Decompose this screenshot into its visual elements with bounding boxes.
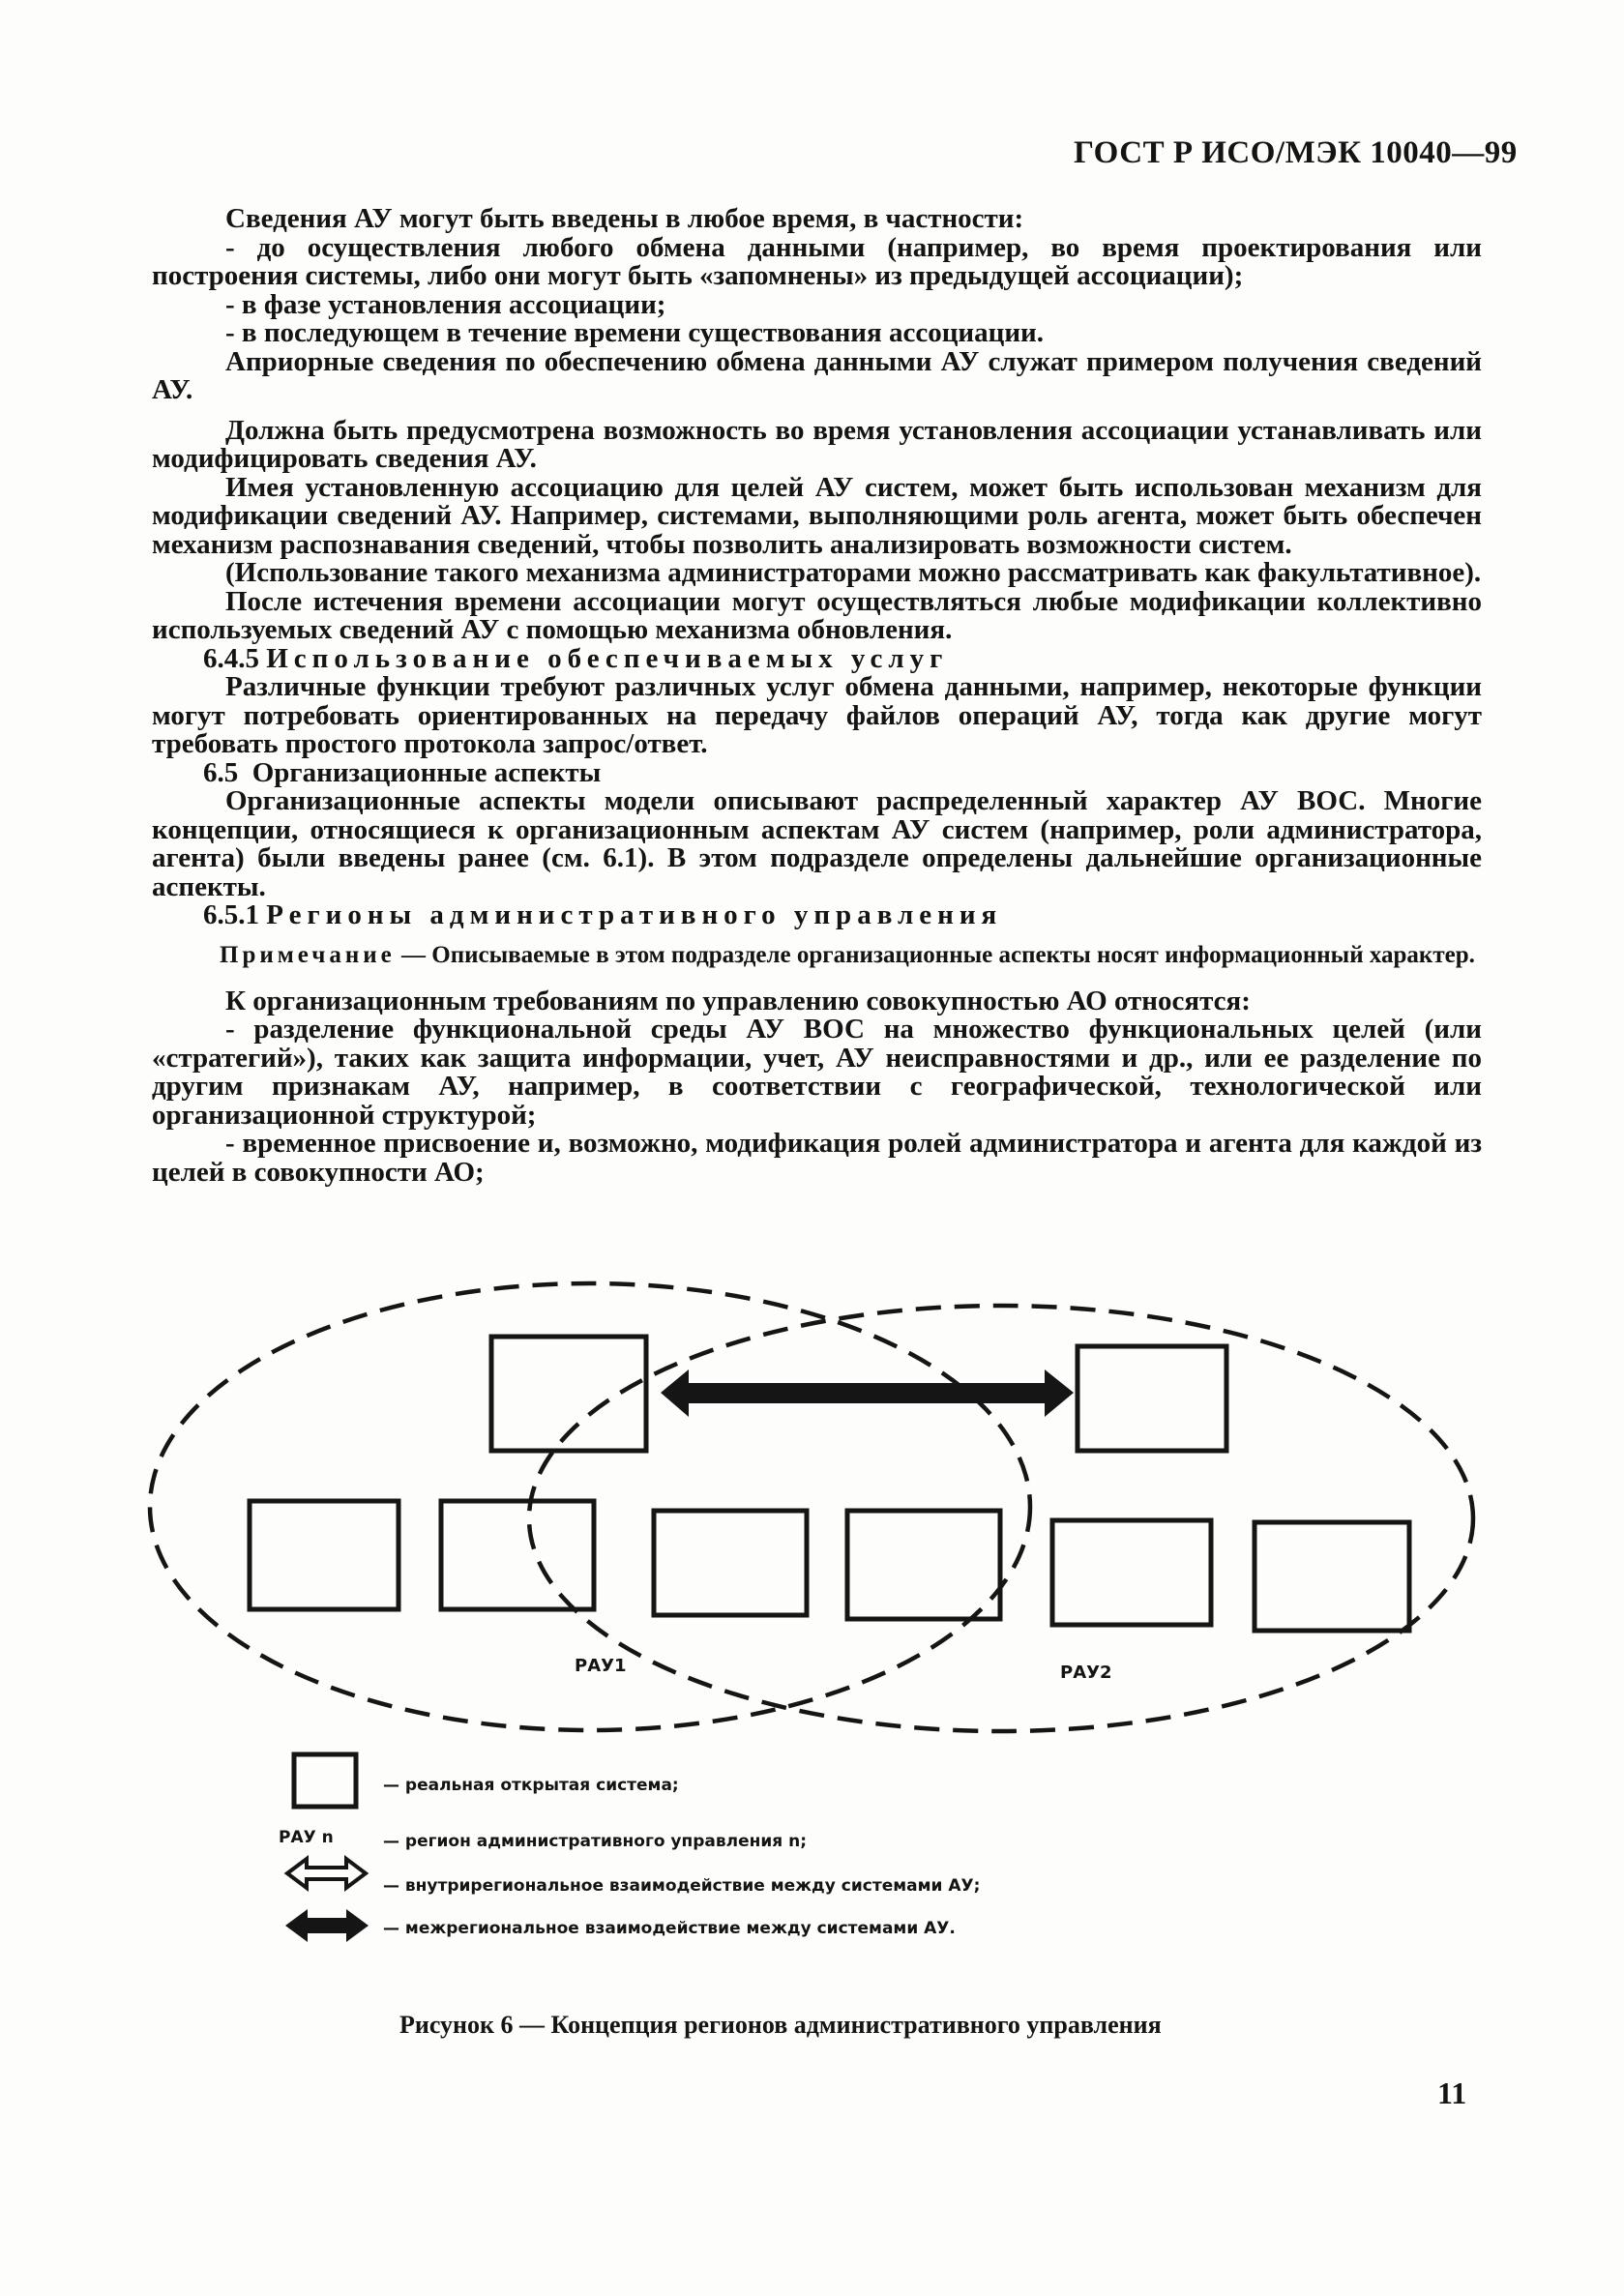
open-system-box [654, 1511, 807, 1615]
legend-region-key: РАУ n [279, 1828, 334, 1847]
open-system-box [1052, 1520, 1211, 1625]
legend-intra-arrow-icon [287, 1859, 366, 1888]
list-item: - в фазе установления ассоциации; [225, 288, 666, 320]
paragraph: Организационные аспекты модели описывают распределенный характер АУ ВОС. Многие концепции, относящиеся к организационным аспектам АУ систем (например, роли администратора, агента) были введены ранее (см. 6.1). В этом подразделе определены дальнейшие организационные аспекты. [152, 785, 1482, 902]
paragraph: К организационным требованиям по управлению совокупностью АО относятся: [225, 985, 1251, 1016]
note-label: Примечание [220, 941, 396, 968]
paragraph: Имея установленную ассоциацию для целей АУ систем, может быть использован механизм для модификации сведений АУ. Например, системами, выполняющими роль агента, может быть обеспечен механизм распознавания сведений, чтобы позволить анализировать возможности систем. [152, 471, 1482, 560]
paragraph: Должна быть предусмотрена возможность во время установления ассоциации устанавливать или модифицировать сведения АУ. [152, 414, 1482, 474]
document-header: ГОСТ Р ИСО/МЭК 10040—99 [1074, 135, 1518, 170]
inter-regional-arrow [661, 1369, 1074, 1417]
region-2-label: РАУ2 [1060, 1663, 1112, 1683]
list-item: - в последующем в течение времени существования ассоциации. [225, 317, 1044, 348]
region-2-ellipse [529, 1306, 1473, 1731]
paragraph: Априорные сведения по обеспечению обмена данными АУ служат примером получения сведений АУ. [152, 345, 1482, 405]
section-heading-6-4-5 [152, 642, 1482, 674]
list-item: - разделение функциональной среды АУ ВОС на множество функциональных целей (или «стратегий»), таких как защита информации, учет, АУ неисправностями и др., или ее разделение по другим признакам АУ, например, в соответствии с географической, технологической или организационной структурой; [152, 1014, 1482, 1131]
region-1-label: РАУ1 [575, 1656, 627, 1676]
paragraph: Сведения АУ могут быть введены в любое время, в частности: [225, 203, 1024, 234]
legend-inter-text: — межрегиональное взаимодействие между системами АУ. [383, 1919, 956, 1938]
open-system-box [847, 1511, 1000, 1619]
section-heading-6-5-1 [152, 901, 1482, 930]
legend-system-symbol [294, 1754, 356, 1807]
open-system-box [491, 1337, 646, 1451]
section-title: Организационные аспекты [251, 756, 602, 788]
legend-region-text: — регион административного управления n; [383, 1832, 808, 1851]
paragraph: Различные функции требуют различных услуг обмена данными, например, некоторые функции могут потребовать ориентированных на передачу файлов операций АУ, тогда как другие могут требовать простого протокола запрос/ответ. [152, 671, 1482, 759]
section-heading-6-5 [152, 756, 1482, 788]
list-item: - временное присвоение и, возможно, модификация ролей администратора и агента для каждой из целей в совокупности АО; [152, 1128, 1482, 1188]
legend-intra-text: — внутрирегиональное взаимодействие между системами АУ; [383, 1876, 981, 1896]
section-number: 6.5.1 [203, 899, 259, 930]
section-number: 6.4.5 [203, 642, 259, 674]
open-system-box [1255, 1522, 1409, 1631]
page-number: 11 [1437, 2075, 1467, 2110]
section-title: Использование обеспечиваемых услуг [266, 642, 949, 674]
legend-system-text: — реальная открытая система; [383, 1776, 679, 1795]
paragraph: После истечения времени ассоциации могут осуществляться любые модификации коллективно используемых сведений АУ с помощью механизма обновления. [152, 585, 1482, 645]
note-text: — Описываемые в этом подразделе организационные аспекты носят информационный характер. [395, 941, 1475, 968]
body-text [152, 205, 1482, 1187]
section-number: 6.5 [203, 756, 239, 788]
legend-inter-arrow-icon [285, 1909, 369, 1942]
list-item: - до осуществления любого обмена данными (например, во время проектирования или построения системы, либо они могут быть «запомнены» из предыдущей ассоциации); [152, 231, 1482, 291]
note [152, 942, 1482, 968]
open-system-box [441, 1501, 594, 1609]
figure-caption: Рисунок 6 — Концепция регионов административного управления [399, 2011, 1162, 2039]
open-system-box [1078, 1346, 1226, 1451]
paragraph: (Использование такого механизма администраторами можно рассматривать как факультативное). [225, 557, 1482, 588]
section-title: Регионы административного управления [266, 899, 1003, 930]
open-system-box [250, 1501, 399, 1609]
